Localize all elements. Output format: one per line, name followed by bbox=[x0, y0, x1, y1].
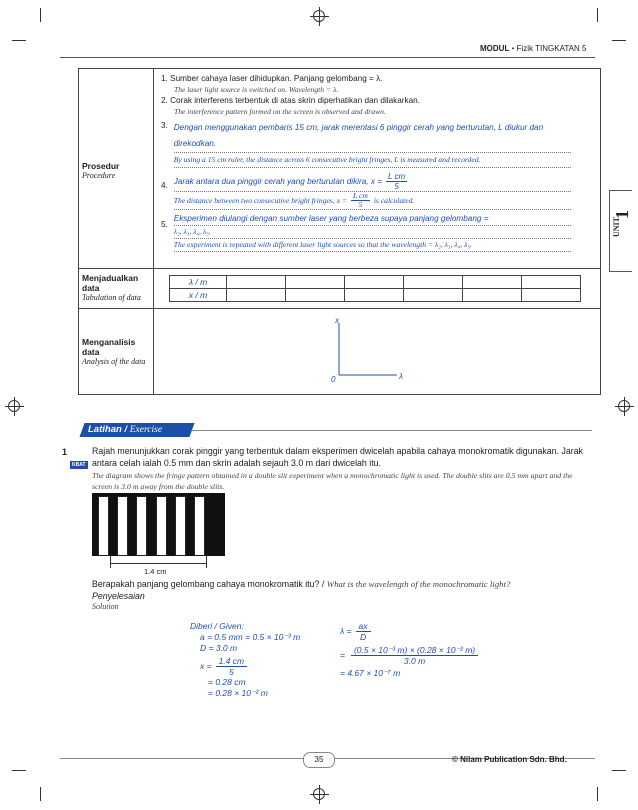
dimension-tick bbox=[110, 556, 111, 568]
row-header: x / m bbox=[170, 289, 227, 302]
ask-line bbox=[92, 579, 592, 589]
question-number: 1 bbox=[62, 447, 68, 457]
x-axis-label: λ bbox=[399, 372, 403, 381]
x-denominator: 5 bbox=[228, 667, 234, 677]
step-number: 2. bbox=[161, 96, 168, 105]
y-axis-label: x bbox=[335, 316, 339, 325]
analysis-graph bbox=[329, 315, 419, 385]
dimension-label: 1.4 cm bbox=[144, 567, 167, 576]
x-result-1: = 0.28 cm bbox=[208, 677, 246, 687]
procedure-label-block bbox=[82, 161, 119, 180]
dimension-line bbox=[110, 563, 206, 564]
bright-fringe bbox=[194, 496, 205, 556]
column-divider bbox=[153, 69, 154, 394]
header-subject: Fizik TINGKATAN 5 bbox=[516, 44, 587, 53]
lambda-prefix: λ = bbox=[340, 626, 352, 636]
given-line: Diberi / Given: bbox=[190, 621, 244, 631]
x-equation bbox=[190, 656, 300, 677]
step-text-en-tail: is calculated. bbox=[373, 196, 415, 205]
data-cell bbox=[463, 276, 522, 289]
data-table bbox=[169, 275, 581, 302]
crop-mark bbox=[12, 40, 26, 41]
crop-mark bbox=[612, 40, 626, 41]
step-number: 4. bbox=[161, 181, 168, 190]
tabulation-label: Menjadualkan data bbox=[82, 273, 139, 293]
step-text-en: The experiment is repeated with different laser light sources so that the wavelength = λ₂, λ₃, λ₄, λ₅. bbox=[174, 239, 571, 252]
kbat-badge: KBAT bbox=[72, 462, 86, 468]
data-cell bbox=[345, 289, 404, 302]
crop-mark bbox=[612, 770, 626, 771]
step-text-en: The interference pattern formed on the screen is observed and drawn. bbox=[174, 107, 386, 116]
step-4-answer bbox=[174, 172, 571, 192]
step-answer-line2: λ₂, λ₃, λ₄, λ₅. bbox=[174, 226, 571, 239]
tabulation-label-block bbox=[82, 273, 150, 302]
step-4-en bbox=[174, 192, 571, 210]
solution-label: Penyelesaian bbox=[92, 591, 145, 601]
copyright: © Nilam Publication Sdn. Bhd. bbox=[452, 755, 567, 764]
data-cell bbox=[522, 276, 581, 289]
analysis-label-block bbox=[82, 337, 150, 366]
x-numerator: 1.4 cm bbox=[216, 656, 248, 667]
registration-mark-icon bbox=[313, 788, 325, 800]
substitution-denominator: 3.0 m bbox=[403, 656, 426, 666]
step-4 bbox=[161, 172, 571, 210]
given-D: D = 3.0 m bbox=[200, 643, 238, 653]
procedure-label: Prosedur bbox=[82, 161, 120, 171]
row-divider bbox=[79, 268, 600, 269]
exercise-title-en: Exercise bbox=[129, 425, 163, 435]
lambda-denominator: D bbox=[359, 632, 367, 642]
substitution-numerator: (0.5 × 10⁻³ m) × (0.28 × 10⁻² m) bbox=[351, 645, 478, 656]
given-a: a = 0.5 mm = 0.5 × 10⁻³ m bbox=[200, 632, 301, 642]
ask-text-en: What is the wavelength of the monochromatic light? bbox=[326, 579, 511, 589]
x-prefix: x = bbox=[200, 661, 212, 671]
step-answer: Jarak antara dua pinggir cerah yang berturutan dikira, x = bbox=[173, 177, 382, 186]
tabulation-label-en: Tabulation of data bbox=[82, 293, 141, 302]
experiment-table bbox=[78, 68, 601, 395]
x-result-2: = 0.28 × 10⁻² m bbox=[208, 688, 268, 698]
registration-mark-icon bbox=[313, 10, 325, 22]
unit-label: UNIT bbox=[612, 216, 621, 237]
fraction bbox=[351, 192, 370, 209]
solution-right bbox=[340, 621, 478, 679]
procedure-steps bbox=[161, 73, 571, 252]
step-text: Sumber cahaya laser dihidupkan. Panjang gelombang = λ. bbox=[170, 74, 383, 83]
step-text-en: The laser light source is switched on. Wavelength = λ. bbox=[174, 85, 339, 94]
row-divider bbox=[79, 308, 600, 309]
step-number: 1. bbox=[161, 74, 168, 83]
registration-mark-icon bbox=[8, 400, 20, 412]
header-module: MODUL bbox=[480, 44, 510, 53]
exercise-banner-text bbox=[88, 424, 162, 435]
data-cell bbox=[345, 276, 404, 289]
x-fraction bbox=[216, 656, 248, 677]
substitution-fraction bbox=[351, 645, 478, 666]
question-text: Rajah menunjukkan corak pinggir yang terbentuk dalam eksperimen dwicelah apabila cahaya monokromatik digunakan. Jarak antara celah ialah 0.5 mm dan skrin adalah sejauh 3.0 m dari dwicelah itu. bbox=[92, 446, 583, 468]
fraction-denominator: 5 bbox=[358, 200, 363, 209]
lambda-numerator: ax bbox=[356, 621, 371, 632]
substitution bbox=[340, 645, 478, 666]
step-text: Corak interferens terbentuk di atas skrin diperhatikan dan dilakarkan. bbox=[170, 96, 420, 105]
procedure-label-en: Procedure bbox=[82, 171, 116, 180]
crop-mark bbox=[597, 8, 598, 22]
solution-label-en: Solution bbox=[92, 602, 119, 611]
unit-tab bbox=[609, 190, 632, 272]
step-number: 3. bbox=[161, 121, 168, 130]
data-cell bbox=[522, 289, 581, 302]
data-cell bbox=[227, 289, 286, 302]
fraction-numerator: L cm bbox=[387, 172, 406, 181]
equals-sign: = bbox=[340, 650, 345, 660]
row-header: λ / m bbox=[170, 276, 227, 289]
step-5 bbox=[161, 213, 571, 252]
step-2 bbox=[161, 95, 571, 117]
step-text-en: The distance between two consecutive bright fringes, x = bbox=[173, 196, 347, 205]
table-row bbox=[170, 276, 581, 289]
data-cell bbox=[286, 276, 345, 289]
exercise-title: Latihan bbox=[88, 424, 122, 435]
fraction-denominator: 5 bbox=[394, 182, 399, 191]
running-header bbox=[480, 44, 586, 53]
crop-mark bbox=[40, 787, 41, 801]
data-cell bbox=[463, 289, 522, 302]
crop-mark bbox=[597, 787, 598, 801]
registration-mark-icon bbox=[618, 400, 630, 412]
header-bullet: • bbox=[511, 44, 515, 53]
bright-fringe bbox=[175, 496, 186, 556]
fraction bbox=[386, 172, 407, 191]
ask-text: Berapakah panjang gelombang cahaya monokromatik itu? bbox=[92, 579, 320, 589]
crop-mark bbox=[12, 770, 26, 771]
lambda-fraction bbox=[356, 621, 371, 642]
data-cell bbox=[404, 276, 463, 289]
data-cell bbox=[286, 289, 345, 302]
crop-mark bbox=[40, 8, 41, 22]
origin-label: 0 bbox=[331, 375, 336, 384]
step-answer: Eksperimen diulangi dengan sumber laser yang berbeza supaya panjang gelombang = bbox=[174, 213, 571, 226]
bright-fringe bbox=[136, 496, 147, 556]
exercise-rule bbox=[192, 430, 592, 431]
step-3 bbox=[161, 120, 571, 168]
unit-number: 1 bbox=[612, 210, 632, 219]
lambda-formula bbox=[340, 621, 478, 642]
header-rule bbox=[60, 57, 595, 58]
fraction-numerator: L cm bbox=[352, 191, 368, 200]
page-number: 35 bbox=[303, 752, 335, 768]
bright-fringe bbox=[156, 496, 167, 556]
step-number: 5. bbox=[161, 220, 168, 229]
solution-left bbox=[190, 621, 300, 699]
dimension-tick bbox=[206, 556, 207, 568]
step-1 bbox=[161, 73, 571, 95]
bright-fringe bbox=[98, 496, 109, 556]
exercise-title-slash: / bbox=[124, 424, 128, 435]
table-row bbox=[170, 289, 581, 302]
step-answer: Dengan menggunakan pembaris 15 cm, jarak merentasi 6 pinggir cerah yang berturutan, L diukur dan direkodkan. bbox=[174, 120, 571, 153]
final-answer: = 4.67 × 10⁻⁷ m bbox=[340, 668, 401, 678]
ask-slash: / bbox=[321, 579, 325, 589]
data-cell bbox=[404, 289, 463, 302]
analysis-label: Menganalisis data bbox=[82, 337, 136, 357]
step-text-en: By using a 15 cm ruler, the distance across 6 consecutive bright fringes, L is measured and recorded. bbox=[174, 153, 571, 168]
bright-fringe bbox=[117, 496, 128, 556]
analysis-label-en: Analysis of the data bbox=[82, 357, 146, 366]
data-cell bbox=[227, 276, 286, 289]
question-text-en: The diagram shows the fringe pattern obtained in a double slit experiment when a monochromatic light is used. The double slits are 0.5 mm apart and the screen is 3.0 m away from the double slits. bbox=[92, 471, 573, 491]
